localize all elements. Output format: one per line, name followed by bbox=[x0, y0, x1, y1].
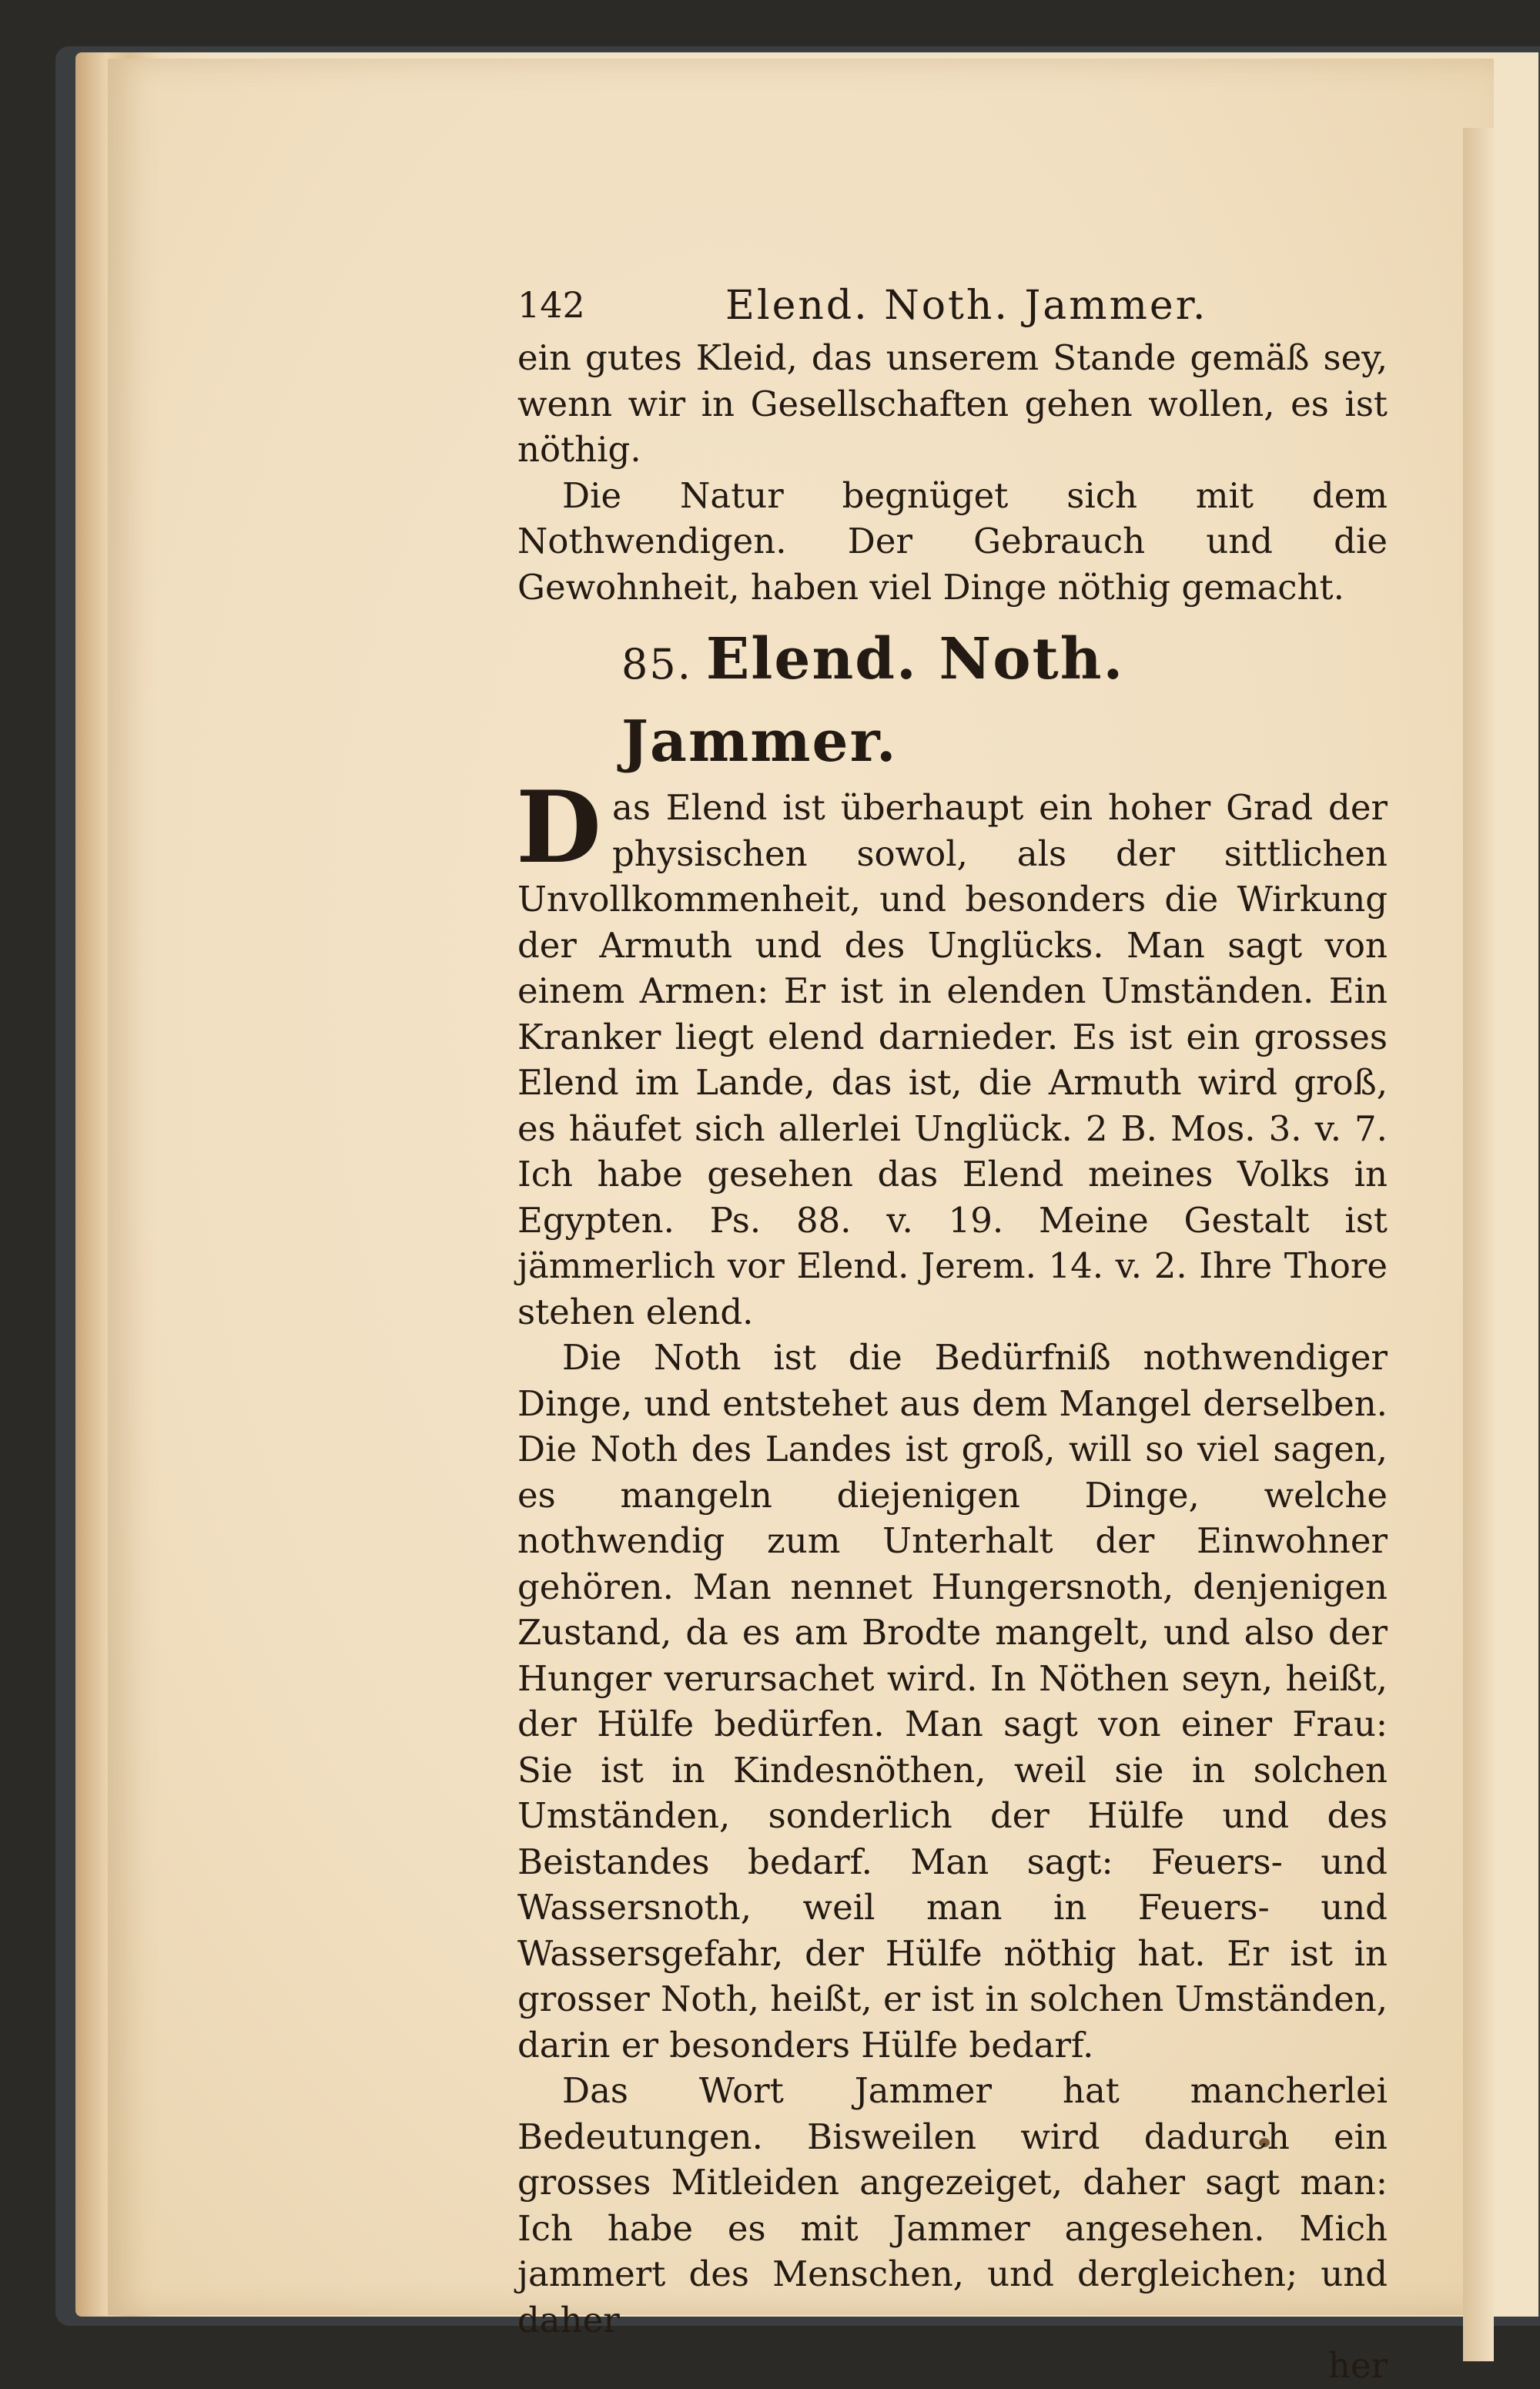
section-heading bbox=[621, 621, 1388, 780]
page-number: 142 bbox=[517, 284, 585, 326]
section-body bbox=[516, 770, 1388, 2343]
paragraph-elend bbox=[516, 770, 1388, 1335]
paragraph-noth: Die Noth ist die Bedürfniß nothwendiger Dinge, und entstehet aus dem Mangel derselben. Die Noth des Landes ist groß, will so viel sagen, es mangeln diejenigen Dinge, welche nothwendig zum Unterhalt der Einwohner gehören. Man nennet Hungersnoth, denjenigen Zustand, da es am Brodte mangelt, und also der Hunger verursachet wird. In Nöthen seyn, heißt, der Hülfe bedürfen. Man sagt von einer Frau: Sie ist in Kindesnöthen, weil sie in solchen Umständen, sonderlich der Hülfe und des Beistandes bedarf. Man sagt: Feuers- und Wassersnoth, weil man in Feuers- und Wassersgefahr, der Hülfe nöthig hat. Er ist in grosser Noth, heißt, er ist in solchen Umständen, darin er besonders Hülfe bedarf. bbox=[517, 1337, 1388, 2066]
intro-paragraph: Die Natur begnüget sich mit dem Nothwendigen. Der Gebrauch und die Gewohnheit, haben viel Dinge nöthig gemacht. bbox=[517, 474, 1388, 608]
intro-paragraph: ein gutes Kleid, das unserem Stande gemäß sey, wenn wir in Gesellschaften gehen wollen, es ist nöthig. bbox=[517, 337, 1388, 470]
section-number: 85. bbox=[621, 640, 692, 689]
page-text bbox=[517, 273, 1388, 2389]
paragraph-jammer: Das Wort Jammer hat mancherlei Bedeutungen. Bisweilen wird dadurch ein grosses Mitleiden angezeiget, daher sagt man: Ich habe es mit Jammer angesehen. Mich jammert des Menschen, und dergleichen; und daher bbox=[517, 2070, 1388, 2340]
running-title: Elend. Noth. Jammer. bbox=[725, 283, 1208, 329]
drop-cap: D bbox=[516, 770, 601, 886]
section-title: Elend. Noth. Jammer. bbox=[621, 626, 1125, 775]
paragraph-elend-text: as Elend ist überhaupt ein hoher Grad der physischen sowol, als der sittlichen Unvollkommenheit, und besonders die Wirkung der Armuth und des Unglücks. Man sagt von einem Armen: Er ist in elenden Umständen. Ein Kranker liegt elend darnieder. Es ist ein grosses Elend im Lande, das ist, die Armuth wird groß, es häufet sich allerlei Unglück. 2 B. Mos. 3. v. 7. Ich habe gesehen das Elend meines Volks in Egypten. Ps. 88. v. 19. Meine Gestalt ist jämmerlich vor Elend. Jerem. 14. v. 2. Ihre Thore stehen elend. bbox=[517, 787, 1388, 1332]
facing-page-edge bbox=[1463, 128, 1494, 2361]
catchword: her bbox=[1327, 2345, 1388, 2386]
running-head bbox=[517, 273, 1388, 335]
intro-text bbox=[517, 335, 1388, 610]
